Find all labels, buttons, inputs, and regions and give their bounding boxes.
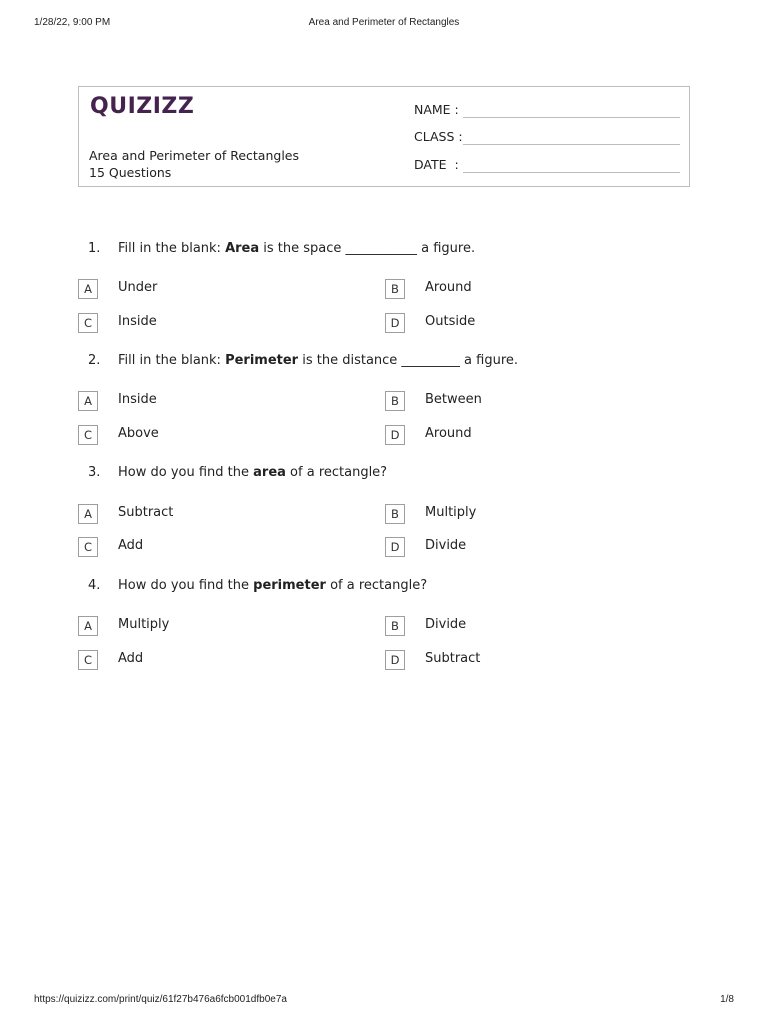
- option-b-box[interactable]: B: [385, 504, 405, 524]
- option-c-text: Above: [118, 426, 159, 441]
- print-date: 1/28/22, 9:00 PM: [34, 17, 111, 28]
- option-b-text: Around: [425, 280, 472, 295]
- name-line: [463, 117, 680, 118]
- question-text-bold: perimeter: [253, 578, 326, 593]
- page-indicator: 1/8: [720, 994, 734, 1005]
- question-text: [118, 353, 518, 368]
- question-text: [118, 578, 427, 593]
- question-number: 4.: [88, 578, 101, 593]
- option-d-box[interactable]: D: [385, 537, 405, 557]
- question-number: 1.: [88, 241, 101, 256]
- option-d-box[interactable]: D: [385, 313, 405, 333]
- option-c-box[interactable]: C: [78, 425, 98, 445]
- option-b-text: Between: [425, 392, 482, 407]
- option-b-box[interactable]: B: [385, 391, 405, 411]
- option-c-text: Add: [118, 651, 144, 666]
- option-a-box[interactable]: A: [78, 279, 98, 299]
- print-title: Area and Perimeter of Rectangles: [308, 17, 460, 28]
- option-b-text: Multiply: [425, 505, 477, 520]
- question-text-post: is the distance _________ a figure.: [298, 353, 519, 368]
- option-a-text: Multiply: [118, 617, 170, 632]
- quiz-info-box: [78, 86, 690, 187]
- option-a-box[interactable]: A: [78, 504, 98, 524]
- question-text-bold: area: [253, 465, 286, 480]
- option-c-text: Inside: [118, 314, 157, 329]
- date-line: [463, 172, 680, 173]
- option-d-box[interactable]: D: [385, 425, 405, 445]
- option-a-box[interactable]: A: [78, 616, 98, 636]
- option-d-text: Subtract: [425, 651, 481, 666]
- class-line: [463, 144, 680, 145]
- option-d-box[interactable]: D: [385, 650, 405, 670]
- option-c-text: Add: [118, 538, 144, 553]
- print-url[interactable]: https://quizizz.com/print/quiz/61f27b476a6fcb001dfb0e7a: [34, 994, 287, 1005]
- question-text: [118, 241, 475, 256]
- option-b-box[interactable]: B: [385, 279, 405, 299]
- question-text-post: of a rectangle?: [325, 578, 428, 593]
- question-number: 2.: [88, 353, 101, 368]
- question-count: 15 Questions: [89, 165, 172, 180]
- question-number: 3.: [88, 465, 101, 480]
- question-text-pre: How do you find the: [118, 578, 254, 593]
- option-a-text: Inside: [118, 392, 157, 407]
- question-text-post: is the space ___________ a figure.: [259, 241, 476, 256]
- class-label: CLASS :: [414, 129, 463, 144]
- option-d-text: Divide: [425, 538, 467, 553]
- option-c-box[interactable]: C: [78, 313, 98, 333]
- quiz-title: Area and Perimeter of Rectangles: [89, 148, 299, 163]
- option-a-box[interactable]: A: [78, 391, 98, 411]
- option-d-text: Outside: [425, 314, 476, 329]
- name-label: NAME :: [414, 102, 459, 117]
- question-text: [118, 465, 387, 480]
- option-a-text: Subtract: [118, 505, 174, 520]
- option-b-box[interactable]: B: [385, 616, 405, 636]
- option-d-text: Around: [425, 426, 472, 441]
- date-label: DATE :: [414, 157, 459, 172]
- quizizz-logo: QUIZIZZ: [90, 94, 195, 119]
- option-c-box[interactable]: C: [78, 537, 98, 557]
- option-a-text: Under: [118, 280, 158, 295]
- question-text-post: of a rectangle?: [285, 465, 388, 480]
- question-text-pre: Fill in the blank:: [118, 241, 226, 256]
- option-c-box[interactable]: C: [78, 650, 98, 670]
- question-text-bold: Area: [225, 241, 260, 256]
- option-b-text: Divide: [425, 617, 467, 632]
- question-text-bold: Perimeter: [225, 353, 299, 368]
- question-text-pre: Fill in the blank:: [118, 353, 226, 368]
- question-text-pre: How do you find the: [118, 465, 254, 480]
